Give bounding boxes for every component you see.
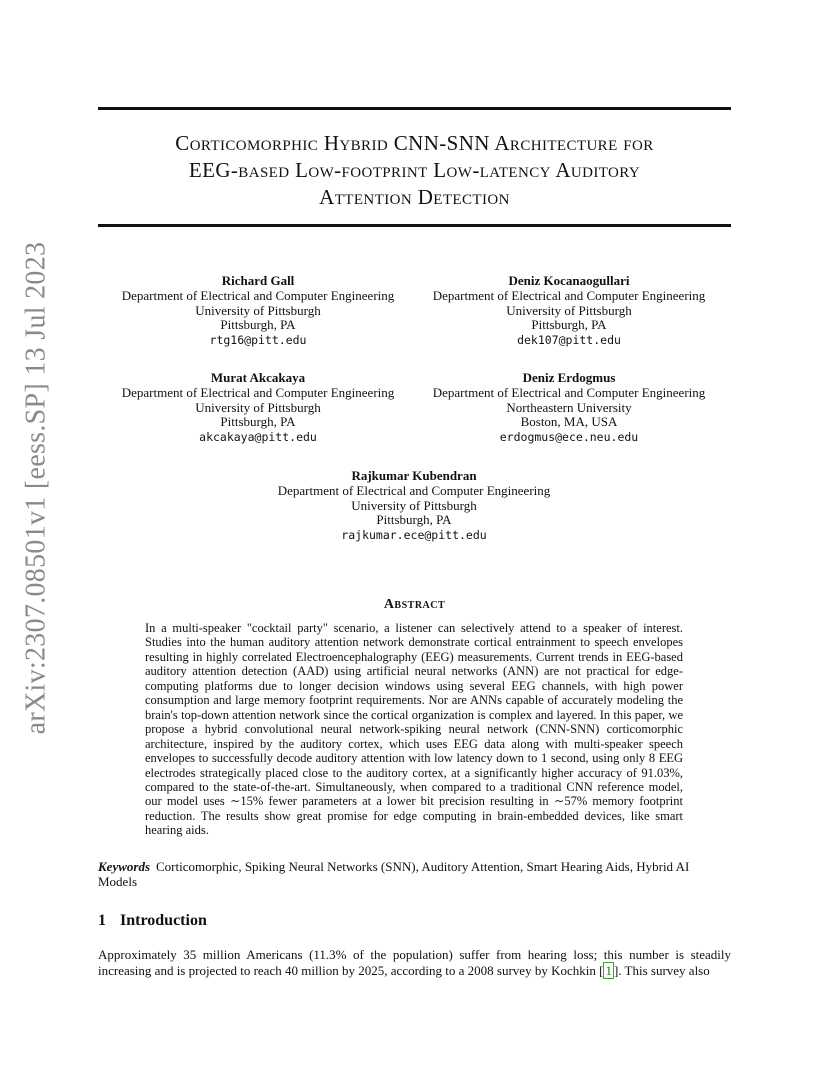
author-university: Northeastern University [506, 399, 632, 415]
author-block [264, 469, 564, 543]
title-bottom-rule [98, 224, 731, 227]
section-number: 1 [98, 912, 106, 929]
intro-text: ]. This survey also [613, 962, 710, 978]
author-block [108, 371, 408, 445]
author-email[interactable]: rtg16@pitt.edu [209, 333, 307, 348]
abstract-text: In a multi-speaker "cocktail party" scenario, a listener can selectively attend to a speaker of interest. Studies into the human auditory attention network demonstrate cortical entrainment to speech envelopes resulting in highly correlated Electroencephalography (EEG) measurements. Current trends in EEG-based auditory attention detection (AAD) using artificial neural networks (ANN) are not practical for edge-computing platforms due to longer decision windows using several EEG channels, with high power consumption and large memory footprint requirements. Nor are ANNs capable of accurately modeling the brain's top-down attention network since the cortical organization is complex and layered. In this paper, we propose a hybrid convolutional neural network-spiking neural network (CNN-SNN) corticomorphic architecture, inspired by the auditory cortex, which uses EEG data along with multi-speaker speech envelopes to successfully decode auditory attention with low latency down to 1 second, using only 8 EEG electrodes strategically placed close to the auditory cortex, at a significantly higher accuracy of 91.03%, compared to the state-of-the-art. Simultaneously, when compared to a traditional CNN reference model, our model uses ∼15% fewer parameters at a lower bit precision resulting in ∼57% memory footprint reduction. The results show great promise for edge computing in brain-embedded devices, like smart hearing aids. [145, 621, 683, 838]
author-university: University of Pittsburgh [195, 399, 321, 415]
section-heading [98, 912, 731, 930]
author-university: University of Pittsburgh [506, 302, 632, 318]
author-location: Pittsburgh, PA [376, 512, 452, 528]
keywords-text: Corticomorphic, Spiking Neural Networks (SNN), Auditory Attention, Smart Hearing Aids, Hybrid AI Models [98, 859, 690, 889]
author-location: Boston, MA, USA [520, 414, 618, 430]
author-department: Department of Electrical and Computer Engineering [432, 287, 706, 303]
author-name: Richard Gall [221, 273, 295, 288]
author-block [419, 274, 719, 348]
author-email[interactable]: rajkumar.ece@pitt.edu [341, 528, 487, 543]
section-title: Introduction [120, 912, 207, 929]
title-line: EEG-based Low-footprint Low-latency Auditory [188, 158, 641, 182]
keywords-label: Keywords [98, 859, 150, 874]
author-email[interactable]: akcakaya@pitt.edu [199, 430, 317, 445]
author-name: Rajkumar Kubendran [351, 468, 477, 483]
intro-text: Approximately 35 million Americans (11.3% of the population) suffer from hearing loss; this number is steadily increasing and is projected to reach 40 million by 2025, according to a 2008 survey by Kochkin [ [98, 947, 731, 978]
intro-paragraph [98, 947, 731, 978]
arxiv-identifier: arXiv:2307.08501v1 [eess.SP] 13 Jul 2023 [20, 241, 51, 735]
title-line: Attention Detection [319, 185, 510, 209]
author-block [108, 274, 408, 348]
author-university: University of Pittsburgh [195, 302, 321, 318]
author-department: Department of Electrical and Computer Engineering [121, 287, 395, 303]
paper-title [98, 130, 731, 211]
author-name: Deniz Kocanaogullari [508, 273, 630, 288]
author-block [419, 371, 719, 445]
author-university: University of Pittsburgh [351, 497, 477, 513]
author-location: Pittsburgh, PA [220, 414, 296, 430]
title-top-rule [98, 107, 731, 110]
author-location: Pittsburgh, PA [220, 317, 296, 333]
title-line: Corticomorphic Hybrid CNN-SNN Architecture for [175, 131, 654, 155]
author-name: Deniz Erdogmus [522, 370, 616, 385]
author-department: Department of Electrical and Computer Engineering [432, 384, 706, 400]
abstract-heading: Abstract [383, 597, 446, 612]
author-email[interactable]: erdogmus@ece.neu.edu [499, 430, 639, 445]
author-department: Department of Electrical and Computer Engineering [277, 482, 551, 498]
author-email[interactable]: dek107@pitt.edu [517, 333, 621, 348]
arxiv-side-label [12, 241, 60, 735]
citation-link[interactable]: 1 [605, 962, 612, 978]
author-department: Department of Electrical and Computer Engineering [121, 384, 395, 400]
author-name: Murat Akcakaya [210, 370, 306, 385]
keywords [98, 859, 731, 889]
author-location: Pittsburgh, PA [531, 317, 607, 333]
